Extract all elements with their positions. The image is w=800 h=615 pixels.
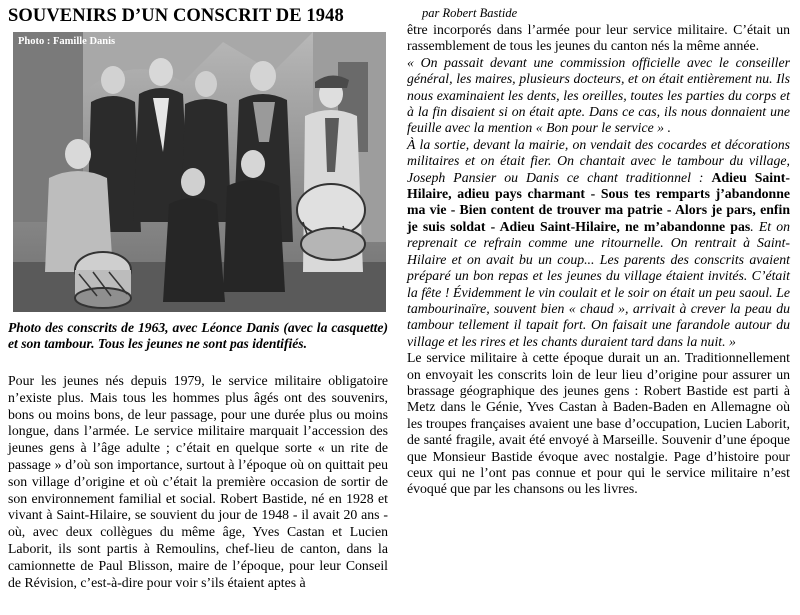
- quote-text-c: . Et on reprenait ce refrain comme une ritournelle. On rentrait à Saint-Hilaire et on avait bu un coup... Les parents des conscrits avaient préparé un bon repas et les jeunes du village étaient invités. C’était la fête ! Évidemment le vin coulait et le soir on était un peu saoul. Le tambourinaïre, souvent bien « chaud », arrivait à crever la peau du tambour tellement il tapait fort. On faisait une farandole autour du village et les rires et les chants duraient tard dans la nuit. »: [407, 218, 791, 349]
- article-title: SOUVENIRS D’UN CONSCRIT DE 1948: [8, 6, 344, 26]
- right-column-text: [407, 22, 790, 498]
- quote-text-a: À la sortie, devant la mairie, on vendait des cocardes et décorations militaires et on était fier. On chantait avec le tambour du village, Joseph Pansier ou Danis ce chant traditionnel :: [407, 136, 790, 185]
- paragraph-intro-continued: être incorporés dans l’armée pour leur service militaire. C’était un rassemblement de tous les jeunes du canton nés la même année.: [407, 22, 790, 54]
- left-column-text: Pour les jeunes nés depuis 1979, le service militaire obligatoire n’existe plus. Mais tous les hommes plus âgés ont des souvenirs, bons ou moins bons, de leur passage, pour une durée plus ou moins longue, dans l’armée. Le service militaire marquait l’accession des jeunes gens à l’âge adulte ; c’était en quelque sorte « un rite de passage » d’où son importance, surtout à l’époque où on quittait peu son village d’origine et où c’était la première occasion de sortir de son environnement familial et social. Robert Bastide, né en 1928 et vivant à Saint-Hilaire, se souvient du jour de 1948 - il avait 20 ans - où, avec deux collègues du même âge, Yves Castan et Lucien Laborit, ils sont partis à Remoulins, chef-lieu de canton, dans la camionnette de Paul Blisson, maire de l’époque, pour leur Conseil de Révision, c’est-à-dire pour voir s’ils étaient aptes à: [8, 373, 388, 590]
- song-lyrics: Adieu Saint-Hilaire, adieu pays charmant - Sous tes remparts j’abandonne ma vie - Bien content de trouver ma patrie - Alors je pars, enfin je suis soldat - Adieu Saint-Hilaire, ne m’abandonne pas: [407, 169, 790, 234]
- byline: par Robert Bastide: [422, 6, 518, 20]
- conscripts-photo: [13, 32, 386, 312]
- quote-paragraph-1: « On passait devant une commission officielle avec le conseiller général, les maires, plusieurs docteurs, et on était entièrement nu. Ils nous examinaient les dents, les oreilles, toutes les parties du corps et à la fin disaient si on était apte. Dans ce cas, ils nous donnaient une feuille avec la mention « Bon pour le service » .: [407, 54, 790, 136]
- quote-paragraph-2: [407, 137, 790, 350]
- photo-illustration: [13, 32, 386, 312]
- photo-credit: Photo : Famille Danis: [18, 36, 116, 47]
- paragraph-conclusion: Le service militaire à cette époque durait un an. Traditionnellement on envoyait les conscrits loin de leur lieu d’origine pour assurer un brassage géographique des jeunes gens : Robert Bastide est parti à Metz dans le Génie, Yves Castan à Baden-Baden en Allemagne où les troupes françaises avaient une base d’occupation, Lucien Laborit, de santé fragile, avait été envoyé à Marseille. Souvenir d’une époque que Monsieur Bastide évoque avec nostalgie. Page d’histoire pour ceux qui ne l’ont pas connue et pour qui le service militaire n’est évoqué que par les chansons ou les livres.: [407, 350, 790, 497]
- photo-caption: Photo des conscrits de 1963, avec Léonce Danis (avec la casquette) et son tambour. Tous les jeunes ne sont pas identifiés.: [8, 320, 388, 351]
